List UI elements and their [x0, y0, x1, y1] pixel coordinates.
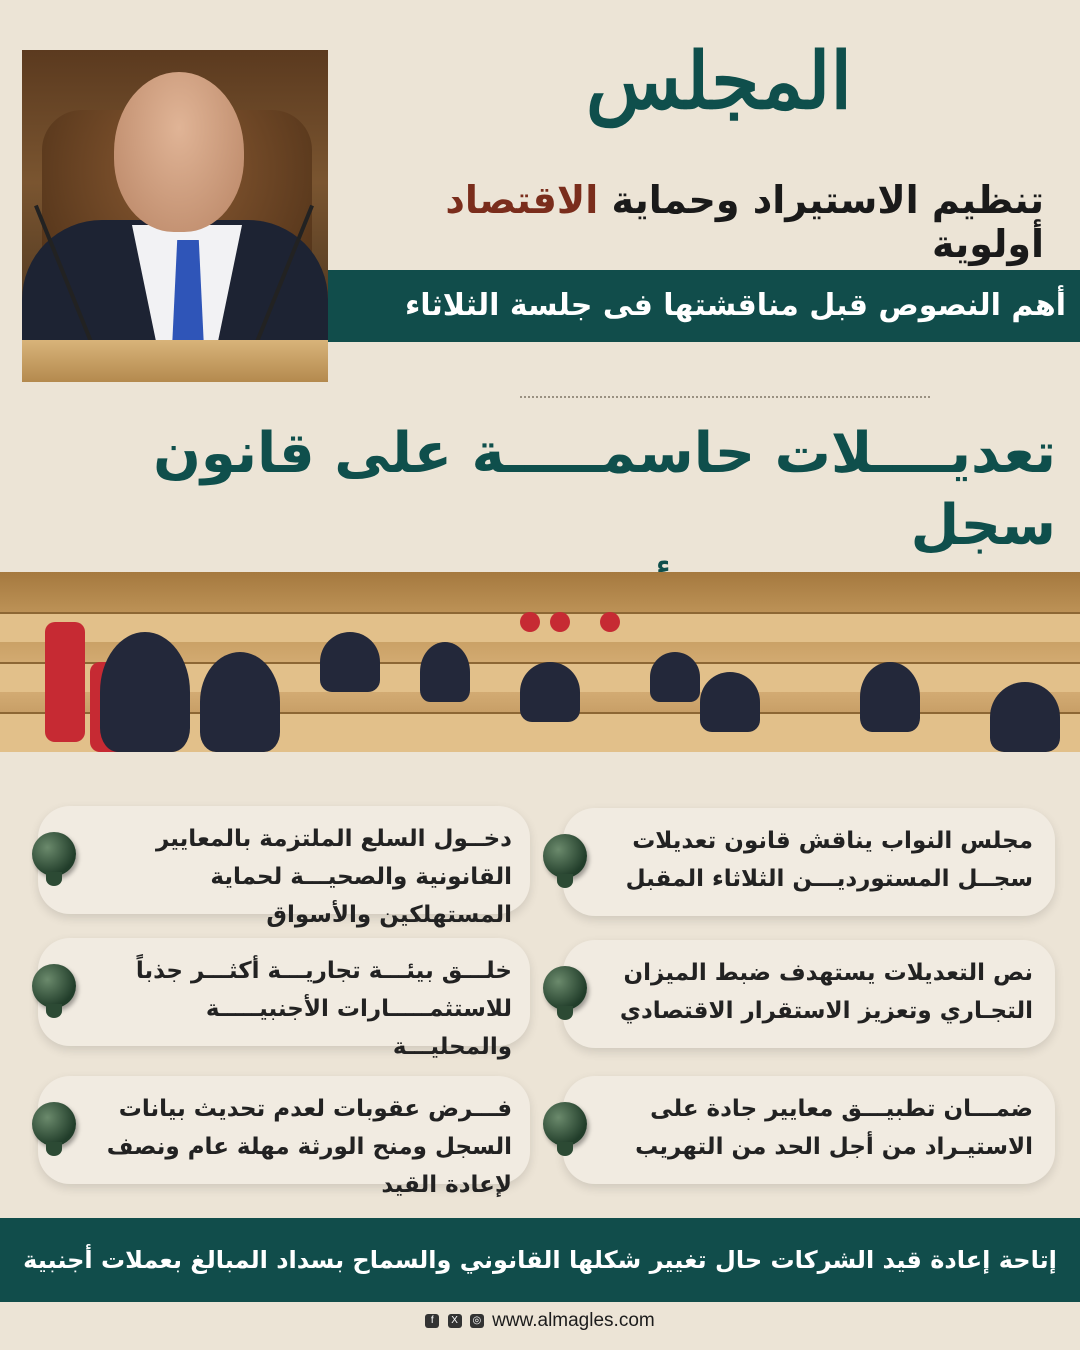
- pin-icon: [543, 966, 587, 1010]
- info-card: فـــرض عقوبات لعدم تحديث بيانات السجل ومنح الورثة مهلة عام ونصف لإعادة القيد: [38, 1076, 530, 1184]
- pin-icon: [32, 1102, 76, 1146]
- info-card: مجلس النواب يناقش قانون تعديلات سجــل المستورديـــن الثلاثاء المقبل: [563, 808, 1055, 916]
- divider: [520, 396, 930, 398]
- bottom-banner: إتاحة إعادة قيد الشركات حال تغيير شكلها القانوني والسماح بسداد المبالغ بعملات أجنبية: [0, 1218, 1080, 1302]
- main-title-line1: تعديــــلات حاسمـــــة على قانون سجل: [153, 421, 1056, 558]
- instagram-icon[interactable]: ◎: [470, 1314, 484, 1328]
- footer: [0, 1306, 1080, 1336]
- info-card: ضمـــان تطبيـــق معايير جادة على الاستيـراد من أجل الحد من التهريب: [563, 1076, 1055, 1184]
- logo: المجلس: [585, 36, 853, 127]
- speaker-photo: [22, 50, 328, 382]
- x-icon[interactable]: X: [448, 1314, 462, 1328]
- facebook-icon[interactable]: f: [425, 1314, 439, 1328]
- website-link[interactable]: www.almagles.com: [492, 1310, 655, 1331]
- info-card: دخــول السلع الملتزمة بالمعايير القانونية والصحيـــة لحماية المستهلكين والأسواق: [38, 806, 530, 914]
- pin-icon: [543, 1102, 587, 1146]
- pin-icon: [32, 964, 76, 1008]
- pin-icon: [32, 832, 76, 876]
- pin-icon: [543, 834, 587, 878]
- subtitle-banner: أهم النصوص قبل مناقشتها فى جلسة الثلاثاء: [328, 270, 1080, 342]
- info-card: نص التعديلات يستهدف ضبط الميزان التجـاري وتعزيز الاستقرار الاقتصادي: [563, 940, 1055, 1048]
- parliament-photo: [0, 572, 1080, 752]
- headline-highlight: الاقتصاد: [445, 178, 599, 222]
- headline: تنظيم الاستيراد وحماية الاقتصاد أولوية: [445, 178, 1044, 266]
- info-card: خلـــق بيئـــة تجاريـــة أكثـــر جذباً للاستثمـــــارات الأجنبيـــــة والمحليـــة: [38, 938, 530, 1046]
